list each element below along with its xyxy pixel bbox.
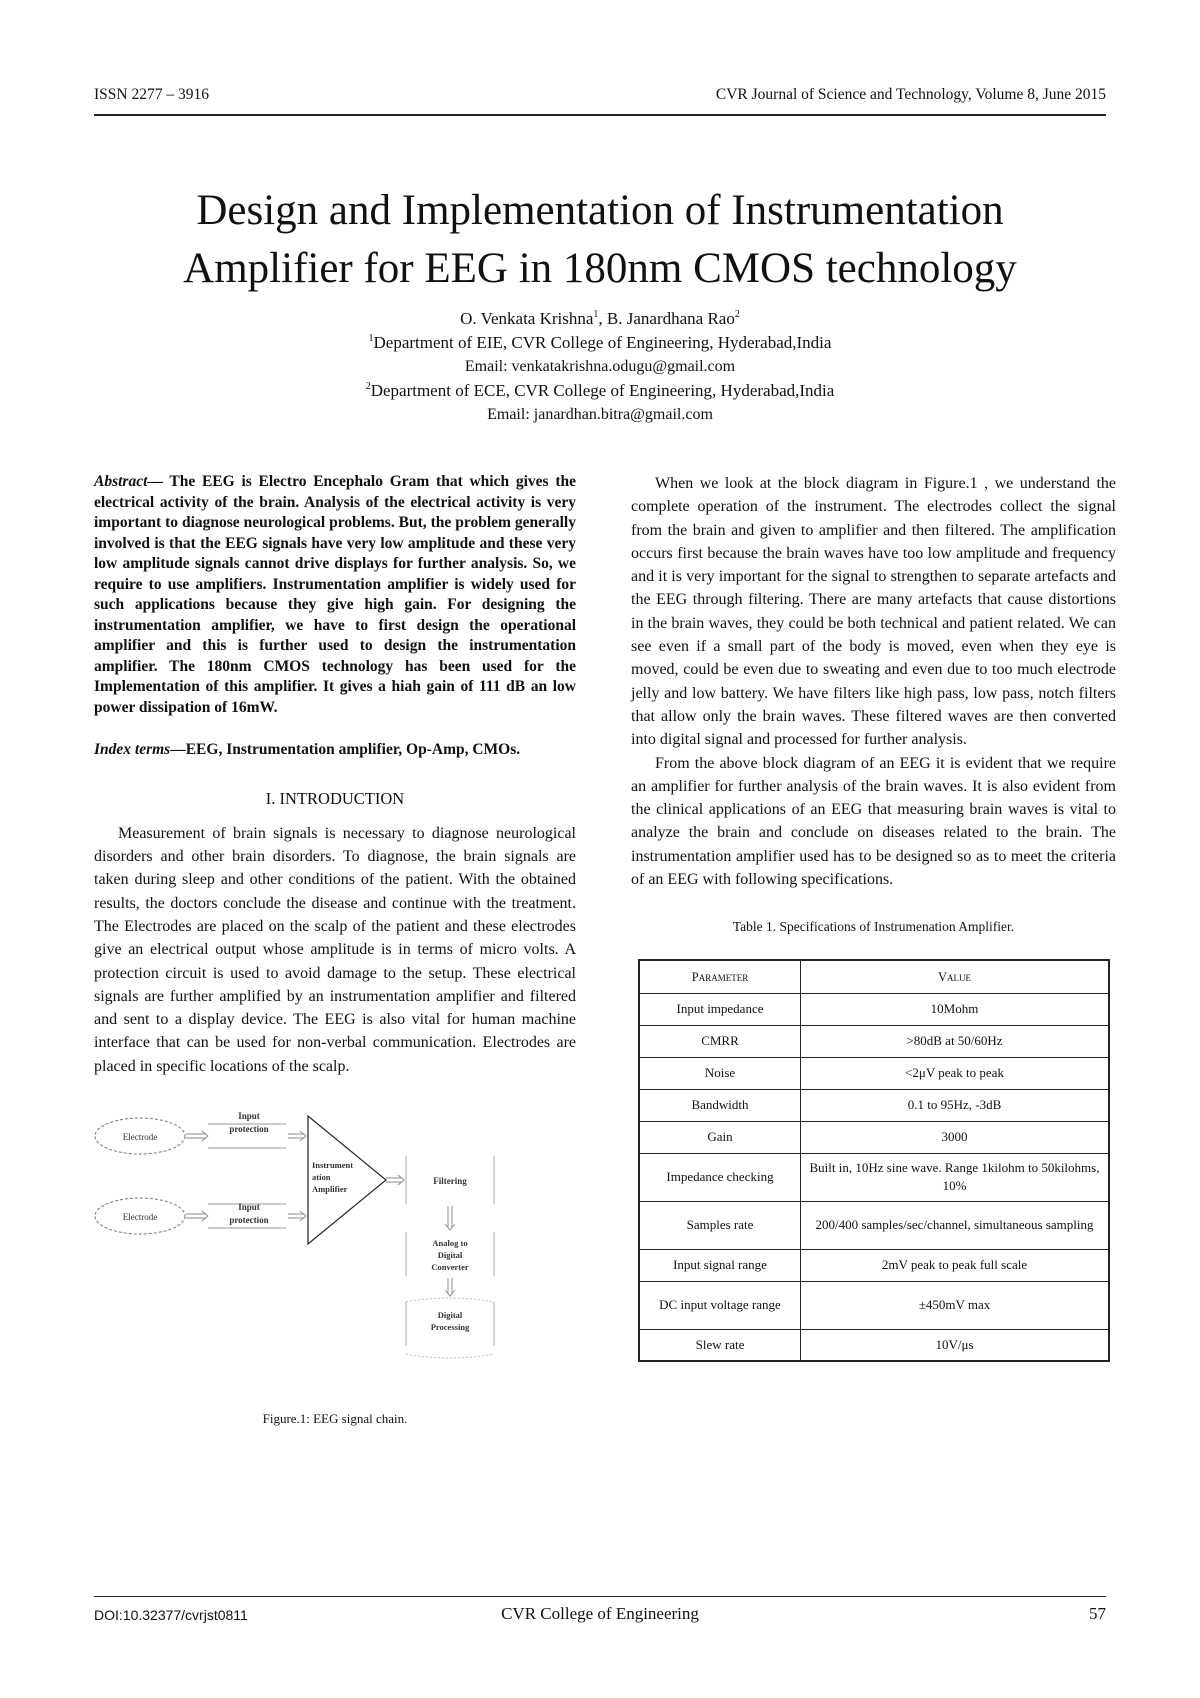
- affiliation-2-text: Department of ECE, CVR College of Engineering, Hyderabad,India: [370, 381, 835, 400]
- section-heading-introduction: I. INTRODUCTION: [265, 788, 405, 808]
- table-cell-value: 200/400 samples/sec/channel, simultaneous sampling: [801, 1201, 1110, 1249]
- table-cell-param: CMRR: [639, 1025, 801, 1057]
- right-paragraph-2: From the above block diagram of an EEG it is evident that we require an amplifier for further analysis of the brain waves. It is also evident from the clinical applications of an EEG that measuring brain waves is vital to analyze the brain and conclude on diseases related to the brain. The instrumentation amplifier used has to be designed so as to meet the criteria of an EEG with following specifications.: [631, 754, 1116, 889]
- filtering-label: Filtering: [433, 1176, 467, 1187]
- index-terms-dash: —: [170, 741, 186, 758]
- page-number: 57: [1089, 1604, 1106, 1623]
- table-cell-value: ±450mV max: [801, 1281, 1110, 1329]
- electrode-1-label: Electrode: [122, 1132, 158, 1143]
- affiliation-1: [60, 331, 1140, 355]
- author-separator: ,: [598, 309, 607, 328]
- electrode-2-label: Electrode: [122, 1212, 158, 1223]
- abstract: [94, 472, 576, 718]
- author-block: [60, 307, 1140, 427]
- table-cell-value: 0.1 to 95Hz, -3dB: [801, 1089, 1110, 1121]
- arrow-electrode-1: [186, 1131, 208, 1141]
- table-cell-param: Bandwidth: [639, 1089, 801, 1121]
- affiliation-1-text: Department of EIE, CVR College of Engineering, Hyderabad,India: [373, 333, 832, 352]
- title-line-2: Amplifier for EEG in 180nm CMOS technology: [183, 245, 1017, 292]
- footer-rule: [94, 1596, 1106, 1597]
- figure-1-caption: Figure.1: EEG signal chain.: [262, 1411, 408, 1427]
- introduction-paragraph: Measurement of brain signals is necessary to diagnose neurological disorders and other brain disorders. To diagnose, the brain signals are taken during sleep and other conditions of the patient. With the obtained results, the doctors conclude the disease and continue with the treatment. The Electrodes are placed on the scalp of the patient and these electrodes give an electrical output whose amplitude is in terms of micro volts. A protection circuit is used to avoid damage to the setup. These electrical signals are further amplified by an instrumentation amplifier and filtered and sent to a display device. The EEG is also vital for human machine interface that can be used for non-verbal communication. Electrodes are placed in specific locations of the scalp.: [94, 824, 576, 1075]
- index-terms: [94, 740, 576, 761]
- abstract-text: The EEG is Electro Encephalo Gram that which gives the electrical activity of the brain. Analysis of the electrical activity is very important to diagnose neurological problems. But, the problem generally involved is that the EEG signals have very low amplitude and these very low amplitude signals cannot drive displays for further analysis. So, we require to use amplifiers. Instrumentation amplifier is widely used for such applications because they give high gain. For designing the instrumentation amplifier, we have to first design the operational amplifier and this is further used to design the instrumentation amplifier. The 180nm CMOS technology has been used for the Implementation of this amplifier. It gives a hiah gain of 111 dB an low power dissipation of 16mW.: [94, 473, 576, 716]
- footer-college: CVR College of Engineering: [501, 1604, 699, 1623]
- table-cell-value: 10Mohm: [801, 993, 1110, 1025]
- arrow-electrode-2: [186, 1211, 208, 1221]
- left-column: [94, 472, 576, 1427]
- abstract-label: Abstract: [94, 473, 148, 490]
- protection-2-label-b: protection: [229, 1215, 269, 1226]
- table-row: [639, 1329, 1109, 1361]
- table-cell-value: 3000: [801, 1121, 1110, 1153]
- table-row: [639, 1025, 1109, 1057]
- table-row: [639, 1153, 1109, 1201]
- table-cell-value: >80dB at 50/60Hz: [801, 1025, 1110, 1057]
- table-cell-value: <2μV peak to peak: [801, 1057, 1110, 1089]
- email-2: Email: janardhan.bitra@gmail.com: [487, 406, 713, 423]
- arrow-protection-1: [288, 1131, 306, 1141]
- right-paragraph-1: When we look at the block diagram in Figure.1 , we understand the complete operation of the instrument. The electrodes collect the signal from the brain and given to amplifier and then filtered. The amplification occurs first because the brain waves have too low amplitude and frequency and it is very important for the signal to strengthen to separate artefacts and the EEG through filtering. There are many artefacts that cause distortions in the brain waves, they could be both technical and patient related. We can see even if a small part of the body is moved, even when they eye is moved, could be even due to sweating and even due to too much electrode jelly and low battery. We have filters like high pass, low pass, notch filters that allow only the brain waves. These filtered waves are then converted into digital signal and processed for further analysis.: [631, 475, 1116, 749]
- amplifier-label-2: ation: [312, 1172, 331, 1183]
- title-line-1: Design and Implementation of Instrumentation: [196, 187, 1004, 234]
- abstract-dash: —: [147, 473, 170, 490]
- author-1: O. Venkata Krishna: [460, 309, 594, 328]
- protection-1-label-b: protection: [229, 1124, 269, 1135]
- adc-label-2: Digital: [437, 1250, 463, 1261]
- protection-1-label-a: Input: [238, 1111, 260, 1122]
- table-cell-value: 10V/μs: [801, 1329, 1110, 1361]
- table-cell-value: Built in, 10Hz sine wave. Range 1kilohm to 50kilohms, 10%: [801, 1153, 1110, 1201]
- table-header-value: Value: [801, 960, 1110, 994]
- header-journal: CVR Journal of Science and Technology, Volume 8, June 2015: [715, 86, 1106, 103]
- table-1-caption: Table 1. Specifications of Instrumenation Amplifier.: [732, 919, 1015, 935]
- footer-doi: DOI:10.32377/cvrjst0811: [94, 1607, 248, 1623]
- table-row: [639, 1089, 1109, 1121]
- table-cell-value: 2mV peak to peak full scale: [801, 1249, 1110, 1281]
- table-row: [639, 1121, 1109, 1153]
- right-column: [631, 472, 1116, 1362]
- table-cell-param: Input impedance: [639, 993, 801, 1025]
- affiliation-1-sup: 1: [368, 333, 374, 344]
- table-row: [639, 1201, 1109, 1249]
- author-2: B. Janardhana Rao: [606, 309, 735, 328]
- adc-label-3: Converter: [431, 1262, 469, 1273]
- author-names: [60, 307, 1140, 331]
- adc-label-1: Analog to: [432, 1238, 468, 1249]
- affiliation-2-sup: 2: [365, 381, 371, 392]
- eeg-signal-chain-diagram: [94, 1106, 576, 1396]
- affiliation-2: [60, 379, 1140, 403]
- amplifier-label-3: Amplifier: [312, 1184, 348, 1195]
- protection-2-label-a: Input: [238, 1202, 260, 1213]
- email-1: Email: venkatakrishna.odugu@gmail.com: [464, 358, 736, 375]
- table-cell-param: DC input voltage range: [639, 1281, 801, 1329]
- arrow-amplifier: [386, 1175, 404, 1185]
- figure-1: [94, 1106, 576, 1427]
- index-terms-text: EEG, Instrumentation amplifier, Op-Amp, CMOs.: [185, 741, 521, 758]
- dsp-label-2: Processing: [430, 1322, 470, 1333]
- dsp-top: [406, 1298, 494, 1302]
- table-row: [639, 1281, 1109, 1329]
- header-issn: ISSN 2277 – 3916: [94, 86, 209, 103]
- index-terms-label: Index terms: [94, 741, 171, 758]
- author-2-sup: 2: [734, 309, 740, 320]
- table-cell-param: Noise: [639, 1057, 801, 1089]
- table-header-parameter: Parameter: [639, 960, 801, 994]
- table-row: [639, 993, 1109, 1025]
- arrow-protection-2: [288, 1211, 306, 1221]
- paper-title: [60, 182, 1140, 298]
- author-1-sup: 1: [593, 309, 599, 320]
- table-row: [639, 1249, 1109, 1281]
- table-cell-param: Slew rate: [639, 1329, 801, 1361]
- arrow-filtering: [445, 1206, 455, 1230]
- header-rule: [94, 114, 1106, 116]
- arrow-adc: [445, 1278, 455, 1296]
- table-cell-param: Input signal range: [639, 1249, 801, 1281]
- dsp-bottom: [406, 1354, 494, 1358]
- table-row: [639, 1057, 1109, 1089]
- specifications-table: [638, 959, 1110, 1363]
- amplifier-label-1: Instrument: [312, 1160, 354, 1171]
- table-cell-param: Impedance checking: [639, 1153, 801, 1201]
- dsp-label-1: Digital: [437, 1310, 463, 1321]
- table-cell-param: Gain: [639, 1121, 801, 1153]
- table-cell-param: Samples rate: [639, 1201, 801, 1249]
- table-header-row: [639, 960, 1109, 994]
